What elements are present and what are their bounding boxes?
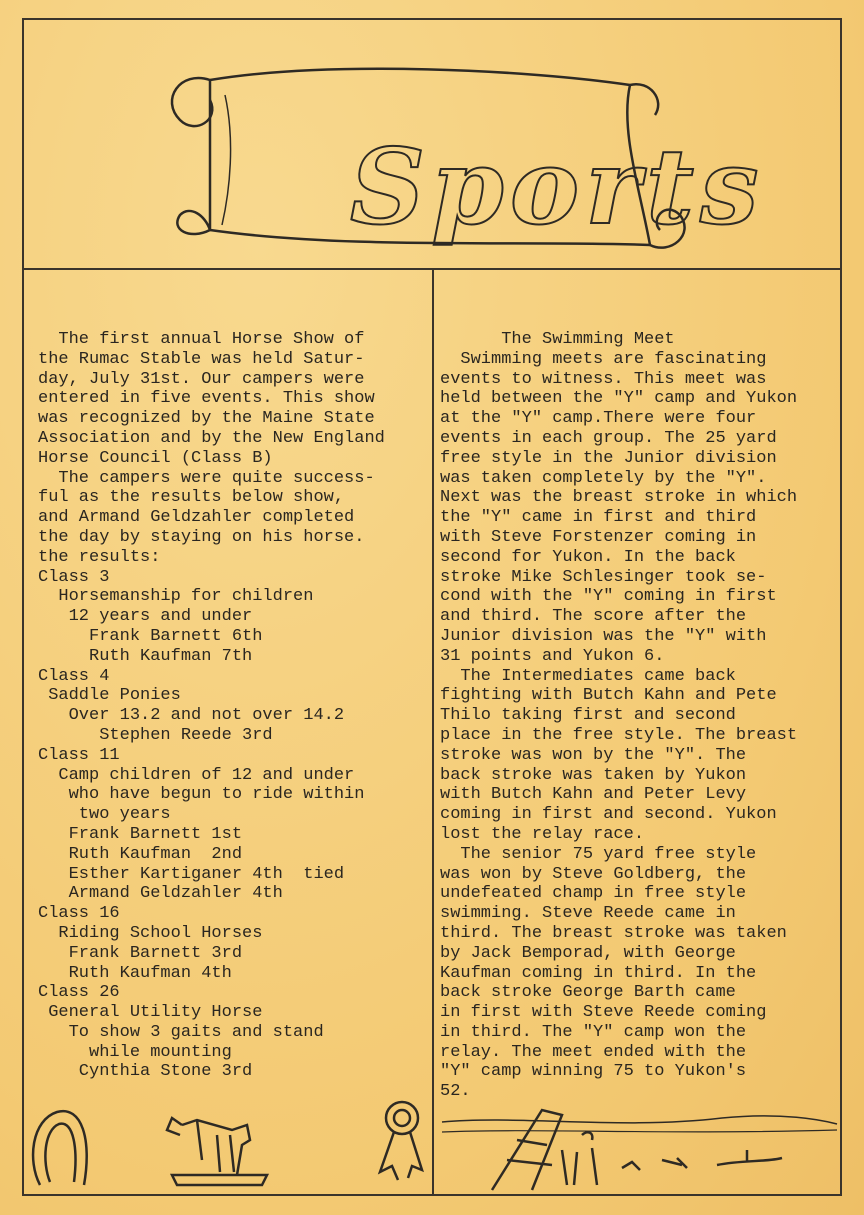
text-line: fighting with Butch Kahn and Pete	[440, 686, 777, 706]
text-line: at the "Y" camp.There were four	[440, 409, 757, 429]
text-line: Ruth Kaufman 2nd	[38, 844, 243, 864]
text-line: relay. The meet ended with the	[440, 1042, 747, 1062]
text-line: was recognized by the Maine State	[38, 409, 375, 429]
text-line: Cynthia Stone 3rd	[38, 1062, 253, 1082]
text-line: swimming. Steve Reede came in	[440, 904, 736, 924]
text-line: who have begun to ride within	[38, 785, 365, 805]
text-line: the results:	[38, 547, 161, 567]
column-divider	[432, 270, 434, 1196]
text-line: while mounting	[38, 1042, 232, 1062]
text-line: was taken completely by the "Y".	[440, 468, 767, 488]
text-line: the "Y" came in first and third	[440, 508, 757, 528]
text-line: "Y" camp winning 75 to Yukon's	[440, 1062, 747, 1082]
text-line: and third. The score after the	[440, 607, 747, 627]
text-line: Association and by the New England	[38, 428, 385, 448]
text-line: Ruth Kaufman 7th	[38, 646, 253, 666]
text-line: 12 years and under	[38, 607, 253, 627]
text-line: with Steve Forstenzer coming in	[440, 527, 757, 547]
text-line: Swimming meets are fascinating	[440, 349, 767, 369]
text-line: Saddle Ponies	[38, 686, 181, 706]
bottom-illustrations	[22, 1090, 842, 1195]
text-line: free style in the Junior division	[440, 448, 777, 468]
text-line: Frank Barnett 1st	[38, 824, 243, 844]
text-line: second for Yukon. In the back	[440, 547, 736, 567]
text-line: Class 3	[38, 567, 110, 587]
text-line: the day by staying on his horse.	[38, 527, 365, 547]
text-line: held between the "Y" camp and Yukon	[440, 389, 798, 409]
sports-banner	[150, 40, 765, 260]
text-line: Frank Barnett 6th	[38, 626, 263, 646]
text-line: with Butch Kahn and Peter Levy	[440, 785, 747, 805]
text-line: two years	[38, 805, 171, 825]
text-line: Stephen Reede 3rd	[38, 725, 273, 745]
swimming-meet-column	[440, 330, 845, 1102]
text-line: Next was the breast stroke in which	[440, 488, 798, 508]
text-line: and Armand Geldzahler completed	[38, 508, 355, 528]
text-line: back stroke George Barth came	[440, 983, 736, 1003]
text-line: The first annual Horse Show of	[38, 330, 365, 349]
text-line: entered in five events. This show	[38, 389, 375, 409]
ribbon-rosette-icon	[380, 1102, 422, 1180]
text-line: Thilo taking first and second	[440, 706, 736, 726]
text-line: The Swimming Meet	[440, 330, 675, 349]
text-line: third. The breast stroke was taken	[440, 923, 787, 943]
text-line: place in the free style. The breast	[440, 725, 798, 745]
text-line: Ruth Kaufman 4th	[38, 963, 232, 983]
text-line: Riding School Horses	[38, 923, 263, 943]
text-line: cond with the "Y" coming in first	[440, 587, 777, 607]
text-line: events to witness. This meet was	[440, 369, 767, 389]
horse-figure-icon	[167, 1118, 267, 1185]
text-line: back stroke was taken by Yukon	[440, 765, 747, 785]
text-line: was won by Steve Goldberg, the	[440, 864, 747, 884]
text-line: The senior 75 yard free style	[440, 844, 757, 864]
text-line: Over 13.2 and not over 14.2	[38, 706, 345, 726]
text-line: Class 4	[38, 666, 110, 686]
text-line: Class 16	[38, 904, 120, 924]
text-line: The campers were quite success-	[38, 468, 375, 488]
text-line: To show 3 gaits and stand	[38, 1022, 324, 1042]
dock-scene-icon	[442, 1110, 837, 1190]
text-line: Kaufman coming in third. In the	[440, 963, 757, 983]
text-line: Junior division was the "Y" with	[440, 626, 767, 646]
text-line: Horse Council (Class B)	[38, 448, 273, 468]
text-line: Horsemanship for children	[38, 587, 314, 607]
text-line: lost the relay race.	[440, 824, 645, 844]
horse-show-column	[38, 330, 430, 1082]
text-line: General Utility Horse	[38, 1003, 263, 1023]
text-line: Class 11	[38, 745, 120, 765]
text-line: by Jack Bemporad, with George	[440, 943, 736, 963]
text-line: undefeated champ in free style	[440, 884, 747, 904]
text-line: ful as the results below show,	[38, 488, 345, 508]
text-line: in third. The "Y" camp won the	[440, 1022, 747, 1042]
text-line: stroke was won by the "Y". The	[440, 745, 747, 765]
text-line: 52.	[440, 1082, 471, 1102]
text-line: Esther Kartiganer 4th tied	[38, 864, 345, 884]
horseshoe-icon	[33, 1111, 87, 1185]
text-line: events in each group. The 25 yard	[440, 428, 777, 448]
text-line: in first with Steve Reede coming	[440, 1003, 767, 1023]
banner-title: Sports	[350, 125, 765, 248]
text-line: the Rumac Stable was held Satur-	[38, 349, 365, 369]
text-line: stroke Mike Schlesinger took se-	[440, 567, 767, 587]
text-line: Class 26	[38, 983, 120, 1003]
text-line: Frank Barnett 3rd	[38, 943, 243, 963]
text-line: coming in first and second. Yukon	[440, 805, 777, 825]
text-line: The Intermediates came back	[440, 666, 736, 686]
text-line: Armand Geldzahler 4th	[38, 884, 283, 904]
text-line: Camp children of 12 and under	[38, 765, 355, 785]
text-line: 31 points and Yukon 6.	[440, 646, 665, 666]
text-line: day, July 31st. Our campers were	[38, 369, 365, 389]
